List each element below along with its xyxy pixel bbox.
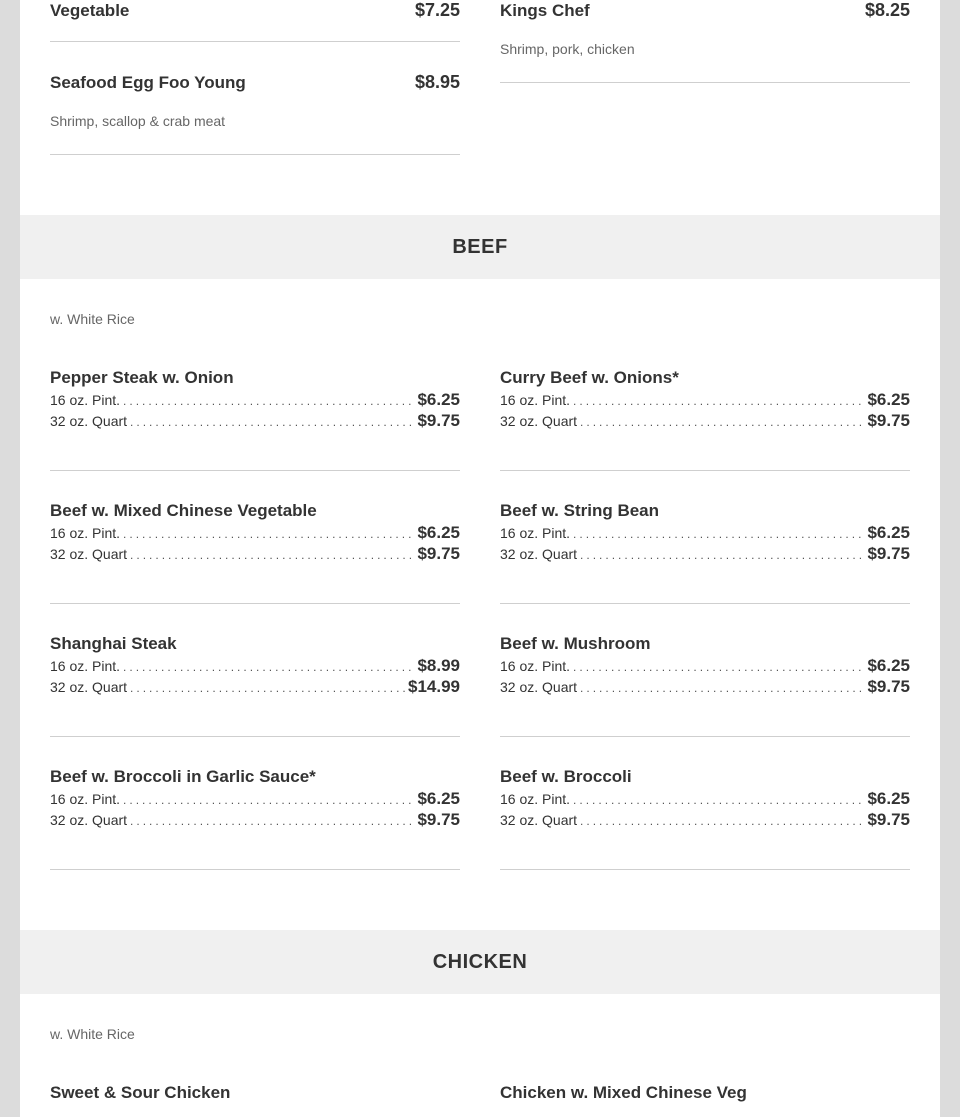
dish-sweet-sour-chicken[interactable] (50, 1083, 460, 1105)
size-price: $6.25 (867, 656, 910, 675)
size-pint-row[interactable] (500, 390, 910, 411)
size-quart-row[interactable] (50, 411, 460, 432)
size-price: $8.99 (417, 656, 460, 675)
size-quart-row[interactable] (500, 810, 910, 831)
size-pint-row[interactable] (500, 656, 910, 677)
item-divider (500, 82, 910, 83)
dish-divider (50, 869, 460, 870)
size-price: $9.75 (867, 677, 910, 696)
item-divider (50, 41, 460, 42)
menu-item-price: $7.25 (414, 0, 460, 20)
menu-item-name: Seafood Egg Foo Young (50, 73, 246, 92)
size-pint-row[interactable] (50, 523, 460, 544)
dot-leader (130, 548, 415, 562)
dish-name: Beef w. Broccoli in Garlic Sauce* (50, 767, 316, 786)
size-quart-row[interactable] (500, 677, 910, 698)
size-label: 16 oz. Pint. (50, 392, 121, 408)
dish-name: Sweet & Sour Chicken (50, 1083, 231, 1102)
dish-name: Beef w. Mixed Chinese Vegetable (50, 501, 317, 520)
size-label: 16 oz. Pint. (500, 392, 571, 408)
size-price: $6.25 (417, 390, 460, 409)
size-label: 16 oz. Pint. (500, 791, 571, 807)
dish-divider (50, 603, 460, 604)
dot-leader (130, 814, 415, 828)
dot-leader (580, 681, 865, 695)
dish-beef-broccoli-garlic[interactable] (50, 767, 460, 831)
size-pint-row[interactable] (50, 390, 460, 411)
size-price: $6.25 (867, 789, 910, 808)
dish-divider (50, 736, 460, 737)
size-price: $9.75 (867, 544, 910, 563)
dish-curry-beef[interactable] (500, 368, 910, 432)
menu-item-description: Shrimp, pork, chicken (500, 41, 635, 57)
dot-leader (123, 660, 415, 674)
menu-item-price: $8.95 (414, 72, 460, 92)
dot-leader (573, 527, 865, 541)
size-price: $9.75 (867, 810, 910, 829)
dish-divider (500, 736, 910, 737)
menu-item[interactable] (50, 72, 460, 129)
size-price: $6.25 (867, 523, 910, 542)
size-label: 32 oz. Quart (500, 546, 578, 562)
size-quart-row[interactable] (50, 544, 460, 565)
dot-leader (573, 793, 865, 807)
menu-item-price: $8.25 (864, 0, 910, 20)
item-divider (50, 154, 460, 155)
size-label: 32 oz. Quart (500, 812, 578, 828)
section-header-chicken: CHICKEN (20, 930, 940, 994)
dish-divider (50, 470, 460, 471)
size-price: $14.99 (408, 677, 460, 696)
menu-item-row (50, 72, 460, 93)
size-label: 32 oz. Quart (500, 413, 578, 429)
dish-divider (500, 869, 910, 870)
menu-card (20, 0, 940, 1117)
size-quart-row[interactable] (500, 411, 910, 432)
menu-item-row (50, 0, 460, 21)
dot-leader (573, 394, 865, 408)
dish-divider (500, 603, 910, 604)
dot-leader (123, 394, 415, 408)
dish-pepper-steak[interactable] (50, 368, 460, 432)
section-note: w. White Rice (50, 1026, 135, 1042)
size-pint-row[interactable] (500, 523, 910, 544)
size-label: 32 oz. Quart (50, 812, 128, 828)
size-label: 16 oz. Pint. (50, 658, 121, 674)
size-price: $6.25 (867, 390, 910, 409)
size-price: $9.75 (417, 544, 460, 563)
dish-name: Beef w. String Bean (500, 501, 660, 520)
section-note: w. White Rice (50, 311, 135, 327)
dish-beef-mixed-veg[interactable] (50, 501, 460, 565)
size-price: $9.75 (417, 411, 460, 430)
dish-chicken-mixed-veg[interactable] (500, 1083, 910, 1105)
dish-shanghai-steak[interactable] (50, 634, 460, 698)
size-label: 16 oz. Pint. (500, 525, 571, 541)
section-header-beef: BEEF (20, 215, 940, 279)
size-price: $6.25 (417, 789, 460, 808)
dot-leader (580, 415, 865, 429)
size-pint-row[interactable] (50, 789, 460, 810)
dot-leader (130, 681, 406, 695)
dish-beef-string-bean[interactable] (500, 501, 910, 565)
dot-leader (573, 660, 865, 674)
size-pint-row[interactable] (500, 789, 910, 810)
menu-item-name: Vegetable (50, 1, 130, 20)
dish-name: Beef w. Mushroom (500, 634, 651, 653)
size-quart-row[interactable] (500, 544, 910, 565)
size-price: $9.75 (417, 810, 460, 829)
size-label: 32 oz. Quart (50, 413, 128, 429)
size-price: $6.25 (417, 523, 460, 542)
menu-item-description: Shrimp, scallop & crab meat (50, 113, 226, 129)
size-pint-row[interactable] (50, 656, 460, 677)
size-label: 32 oz. Quart (50, 546, 128, 562)
dish-name: Pepper Steak w. Onion (50, 368, 234, 387)
dot-leader (123, 527, 415, 541)
size-label: 16 oz. Pint. (500, 658, 571, 674)
size-quart-row[interactable] (50, 677, 460, 698)
dish-beef-broccoli[interactable] (500, 767, 910, 831)
menu-item[interactable] (50, 0, 460, 21)
dish-name: Chicken w. Mixed Chinese Veg (500, 1083, 747, 1102)
size-label: 16 oz. Pint. (50, 791, 121, 807)
dot-leader (580, 548, 865, 562)
dish-name: Beef w. Broccoli (500, 767, 632, 786)
size-quart-row[interactable] (50, 810, 460, 831)
menu-item-name: Kings Chef (500, 1, 590, 20)
size-label: 32 oz. Quart (500, 679, 578, 695)
size-label: 32 oz. Quart (50, 679, 128, 695)
size-price: $9.75 (867, 411, 910, 430)
menu-item-row (500, 0, 910, 21)
dot-leader (130, 415, 415, 429)
menu-item[interactable] (500, 0, 910, 57)
dish-name: Shanghai Steak (50, 634, 177, 653)
dish-beef-mushroom[interactable] (500, 634, 910, 698)
size-label: 16 oz. Pint. (50, 525, 121, 541)
dot-leader (123, 793, 415, 807)
dish-name: Curry Beef w. Onions* (500, 368, 679, 387)
dot-leader (580, 814, 865, 828)
dish-divider (500, 470, 910, 471)
